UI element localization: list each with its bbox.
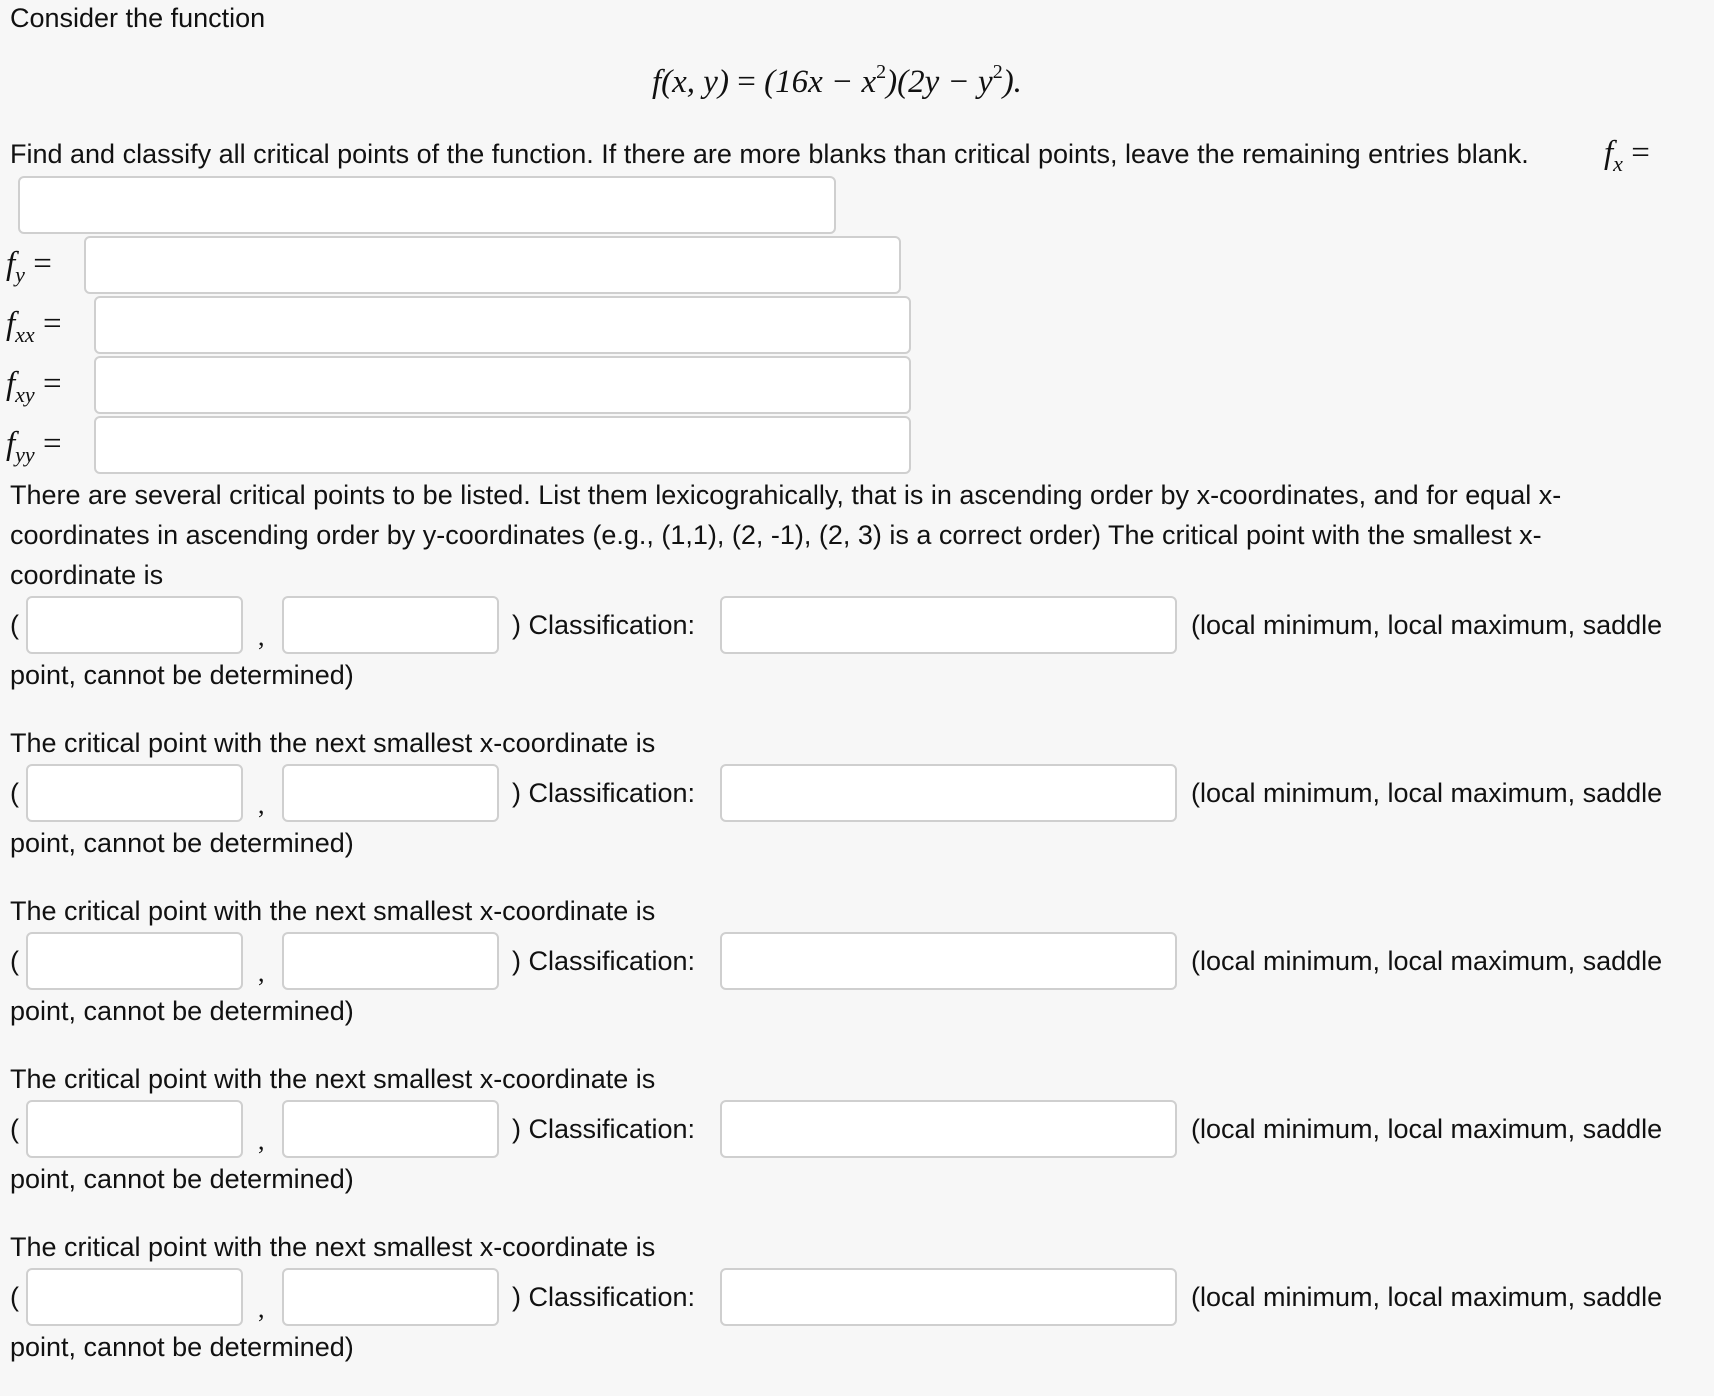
open-paren: ( [10,610,19,640]
classification-hint-a: (local minimum, local maximum, saddle [1191,778,1663,808]
instructions-text: Find and classify all critical points of the function. If there are more blanks than critical points, leave the remaining entries blank. [10,139,1529,169]
point-heading: The critical point with the next smallest x-coordinate is [10,896,656,926]
fxy-label: $f_{xy}$ = [6,366,62,407]
formula-exponent-2: 2 [992,61,1003,83]
point-5-classification-input[interactable] [720,1268,1177,1326]
point-2-y-input[interactable] [282,764,499,822]
formula-exponent-1: 2 [876,61,887,83]
fx-label: $f_x$ = [1604,135,1650,176]
classification-label: ) Classification: [512,946,696,976]
point-heading: The critical point with the next smallest x-coordinate is [10,1064,656,1094]
classification-hint-b: point, cannot be determined) [10,1164,354,1194]
classification-hint-b: point, cannot be determined) [10,1332,354,1362]
classification-hint-a: (local minimum, local maximum, saddle [1191,946,1663,976]
point-1-x-input[interactable] [26,596,243,654]
fxy-input[interactable] [94,356,911,414]
point-1-y-input[interactable] [282,596,499,654]
formula-rhs-a: (16x − x [764,64,877,100]
intro-text: Consider the function [10,3,266,33]
classification-hint-b: point, cannot be determined) [10,660,354,690]
point-3-y-input[interactable] [282,932,499,990]
point-2-x-input[interactable] [26,764,243,822]
point-4-classification-input[interactable] [720,1100,1177,1158]
fy-input[interactable] [84,236,901,294]
coordinate-comma: , [258,958,265,987]
formula-rhs-c: ). [1002,64,1022,100]
listing-line-1: There are several critical points to be listed. List them lexicograhically, that is in ascending order by x-coordinates, and for equal x- [10,480,1562,510]
classification-label: ) Classification: [512,778,696,808]
coordinate-comma: , [258,1294,265,1323]
open-paren: ( [10,778,19,808]
classification-hint-a: (local minimum, local maximum, saddle [1191,1114,1663,1144]
fxx-input[interactable] [94,296,911,354]
fx-input[interactable] [18,176,836,234]
coordinate-comma: , [258,790,265,819]
open-paren: ( [10,1114,19,1144]
function-formula [652,61,1022,100]
classification-hint-a: (local minimum, local maximum, saddle [1191,1282,1663,1312]
open-paren: ( [10,1282,19,1312]
formula-rhs-b: )(2y − y [886,64,993,100]
open-paren: ( [10,946,19,976]
fyy-label: $f_{yy}$ = [6,426,62,467]
formula-lhs: f(x, y) [652,64,729,100]
point-1-classification-input[interactable] [720,596,1177,654]
classification-label: ) Classification: [512,610,696,640]
fy-label: $f_y$ = [6,246,52,287]
point-heading: The critical point with the next smallest x-coordinate is [10,1232,656,1262]
listing-line-2: coordinates in ascending order by y-coordinates (e.g., (1,1), (2, -1), (2, 3) is a correct order) The critical point with the smallest x- [10,520,1542,550]
fyy-input[interactable] [94,416,911,474]
point-3-x-input[interactable] [26,932,243,990]
coordinate-comma: , [258,622,265,651]
fxx-label: $f_{xx}$ = [6,306,62,347]
point-2-classification-input[interactable] [720,764,1177,822]
point-3-classification-input[interactable] [720,932,1177,990]
point-5-y-input[interactable] [282,1268,499,1326]
classification-label: ) Classification: [512,1282,696,1312]
formula-equals: = [737,64,756,100]
classification-hint-a: (local minimum, local maximum, saddle [1191,610,1663,640]
listing-line-3: coordinate is [10,560,164,590]
classification-hint-b: point, cannot be determined) [10,996,354,1026]
classification-label: ) Classification: [512,1114,696,1144]
point-4-y-input[interactable] [282,1100,499,1158]
classification-hint-b: point, cannot be determined) [10,828,354,858]
point-heading: The critical point with the next smallest x-coordinate is [10,728,656,758]
point-4-x-input[interactable] [26,1100,243,1158]
point-5-x-input[interactable] [26,1268,243,1326]
coordinate-comma: , [258,1126,265,1155]
